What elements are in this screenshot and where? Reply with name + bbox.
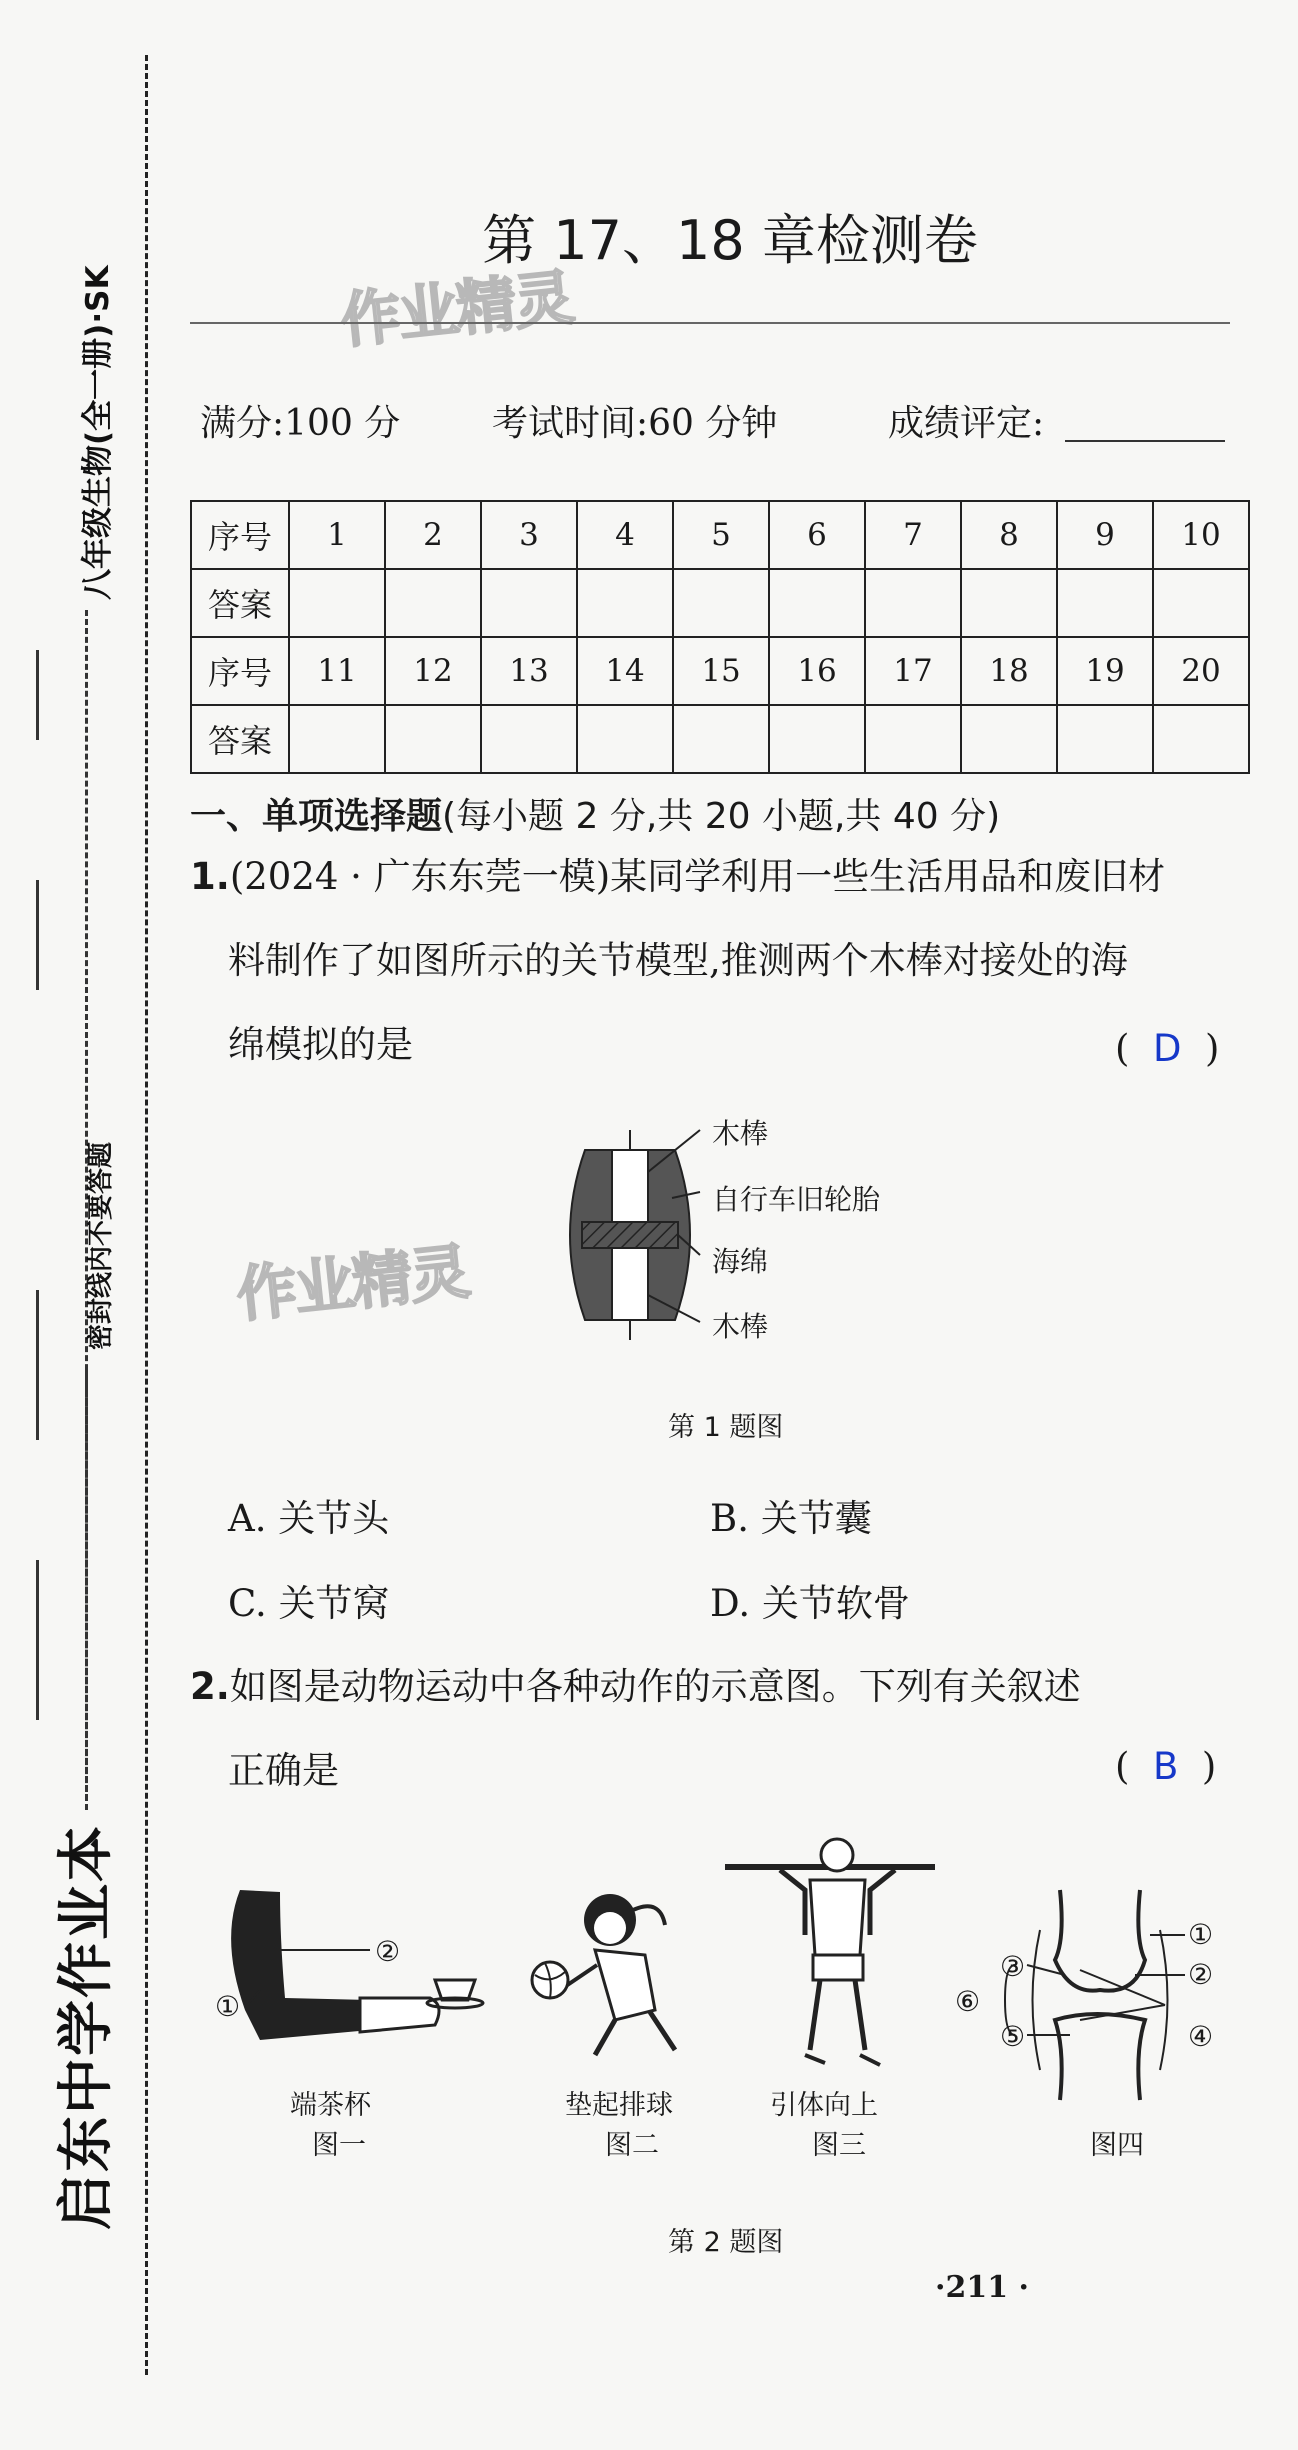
answer-cell[interactable]	[865, 705, 961, 773]
arm-holding-cup-figure	[210, 1880, 490, 2070]
table-row	[191, 637, 1249, 705]
class-fill-line	[36, 880, 39, 990]
sponge	[582, 1222, 678, 1248]
page-number: ·211 ·	[935, 2270, 1029, 2305]
option-a[interactable]: A. 关节头	[228, 1497, 390, 1540]
tibia	[1055, 2014, 1145, 2100]
question-2	[190, 1645, 1250, 1813]
question-number: 3	[481, 501, 577, 569]
answer-cell[interactable]	[1153, 705, 1249, 773]
section-heading	[190, 788, 1000, 839]
answer-table	[190, 500, 1250, 774]
mark-5-knee: ⑤	[1000, 2020, 1026, 2053]
mark-1-knee: ①	[1188, 1918, 1214, 1951]
row-header: 答案	[191, 569, 289, 637]
mark-2-arm: ②	[375, 1935, 401, 1968]
upper-stick	[612, 1150, 648, 1222]
question-1	[190, 835, 1250, 1087]
question-number: 5	[673, 501, 769, 569]
question-text: 正确是	[228, 1749, 339, 1792]
upper-arm	[231, 1890, 370, 2040]
label-tire: 自行车旧轮胎	[712, 1183, 881, 1216]
question-number: 12	[385, 637, 481, 705]
question-text: 料制作了如图所示的关节模型,推测两个木棒对接处的海	[228, 939, 1128, 982]
label-sponge: 海绵	[712, 1245, 769, 1278]
answer-cell[interactable]	[1057, 705, 1153, 773]
grade-blank[interactable]	[1065, 440, 1225, 442]
torso	[810, 1880, 865, 1955]
section-title: 一、单项选择题	[190, 796, 443, 837]
knee-joint-figure	[985, 1890, 1215, 2100]
answer-value: D	[1152, 1027, 1182, 1070]
name-fill-line	[36, 650, 39, 740]
table-row	[191, 705, 1249, 773]
question-number: 15	[673, 637, 769, 705]
option-d[interactable]: D. 关节软骨	[710, 1582, 910, 1625]
panel-3-fig: 图三	[812, 2130, 866, 2161]
school-fill-line	[36, 1560, 39, 1720]
label-stick-bottom: 木棒	[712, 1310, 769, 1343]
mark-1-arm: ①	[215, 1990, 241, 2023]
answer-bracket: ( B )	[1115, 1745, 1217, 1788]
seal-note: 密封线内不要答题	[86, 1141, 116, 1350]
mark-6-knee: ⑥	[955, 1985, 981, 2018]
row-header: 序号	[191, 501, 289, 569]
answer-cell[interactable]	[865, 569, 961, 637]
title-rule	[190, 322, 1230, 324]
answer-bracket: ( D )	[1115, 1027, 1220, 1070]
answer-cell[interactable]	[769, 569, 865, 637]
row-header: 答案	[191, 705, 289, 773]
exam-time: 考试时间:60 分钟	[492, 403, 778, 444]
answer-cell[interactable]	[385, 705, 481, 773]
question-text: 绵模拟的是	[228, 1023, 413, 1066]
page-title: 第 17、18 章检测卷	[482, 209, 978, 272]
watermark: 作业精灵	[233, 1237, 472, 1331]
question-number: 1.	[190, 855, 230, 898]
question-number: 9	[1057, 501, 1153, 569]
question-number: 20	[1153, 637, 1249, 705]
panel-2-fig: 图二	[605, 2130, 659, 2161]
answer-value: B	[1152, 1745, 1179, 1788]
question-number: 8	[961, 501, 1057, 569]
table-row	[191, 501, 1249, 569]
school-label: 启东中学作业本	[54, 1824, 119, 2230]
watermark: 作业精灵	[337, 263, 576, 357]
full-score: 满分:100 分	[200, 403, 401, 444]
question-number: 17	[865, 637, 961, 705]
book-series-label: 八年级生物(全一册)·SK	[80, 265, 116, 600]
answer-cell[interactable]	[673, 569, 769, 637]
panel-2-name: 垫起排球	[565, 2090, 673, 2121]
question-number: 16	[769, 637, 865, 705]
answer-cell[interactable]	[289, 705, 385, 773]
panel-4-fig: 图四	[1090, 2130, 1144, 2161]
mark-2-knee: ②	[1188, 1958, 1214, 1991]
question-number: 19	[1057, 637, 1153, 705]
table-row	[191, 569, 1249, 637]
answer-cell[interactable]	[577, 705, 673, 773]
figure-1-caption: 第 1 题图	[668, 1412, 784, 1443]
grade-label: 成绩评定:	[888, 403, 1045, 444]
question-number: 14	[577, 637, 673, 705]
label-stick-top: 木棒	[712, 1117, 769, 1150]
question-number: 7	[865, 501, 961, 569]
question-number: 2	[385, 501, 481, 569]
question-number: 6	[769, 501, 865, 569]
answer-cell[interactable]	[769, 705, 865, 773]
question-text: 如图是动物运动中各种动作的示意图。下列有关叙述	[229, 1665, 1081, 1708]
question-number: 13	[481, 637, 577, 705]
body	[595, 1950, 655, 2020]
mark-3-knee: ③	[1000, 1950, 1026, 1983]
mark-4-knee: ④	[1188, 2020, 1214, 2053]
section-note: (每小题 2 分,共 20 小题,共 40 分)	[442, 796, 1001, 837]
panel-3-name: 引体向上	[770, 2090, 878, 2121]
question-text: (2024 · 广东东莞一模)某同学利用一些生活用品和废旧材	[229, 855, 1166, 898]
joint-capsule	[1033, 1930, 1168, 2070]
answer-cell[interactable]	[1153, 569, 1249, 637]
answer-cell[interactable]	[1057, 569, 1153, 637]
answer-cell[interactable]	[385, 569, 481, 637]
femur	[1055, 1890, 1145, 1991]
answer-cell[interactable]	[961, 569, 1057, 637]
volleyball-player-figure	[525, 1880, 695, 2070]
option-c[interactable]: C. 关节窝	[228, 1582, 390, 1625]
seal-dashed-line-lower	[85, 1370, 88, 1800]
row-header: 序号	[191, 637, 289, 705]
option-b[interactable]: B. 关节囊	[710, 1497, 872, 1540]
cut-line	[145, 55, 148, 2375]
answer-cell[interactable]	[481, 569, 577, 637]
question-number: 11	[289, 637, 385, 705]
question-number: 10	[1153, 501, 1249, 569]
question-number: 4	[577, 501, 673, 569]
answer-cell[interactable]	[289, 569, 385, 637]
answer-cell[interactable]	[961, 705, 1057, 773]
answer-cell[interactable]	[481, 705, 577, 773]
answer-cell[interactable]	[577, 569, 673, 637]
figure-2-caption: 第 2 题图	[668, 2227, 784, 2258]
lower-stick	[612, 1248, 648, 1320]
id-fill-line	[36, 1290, 39, 1440]
question-number: 2.	[190, 1665, 230, 1708]
head	[821, 1839, 853, 1871]
panel-1-fig: 图一	[312, 2130, 366, 2161]
pull-up-figure	[725, 1835, 935, 2075]
panel-1-name: 端茶杯	[290, 2090, 371, 2121]
question-number: 18	[961, 637, 1057, 705]
answer-cell[interactable]	[673, 705, 769, 773]
question-number: 1	[289, 501, 385, 569]
